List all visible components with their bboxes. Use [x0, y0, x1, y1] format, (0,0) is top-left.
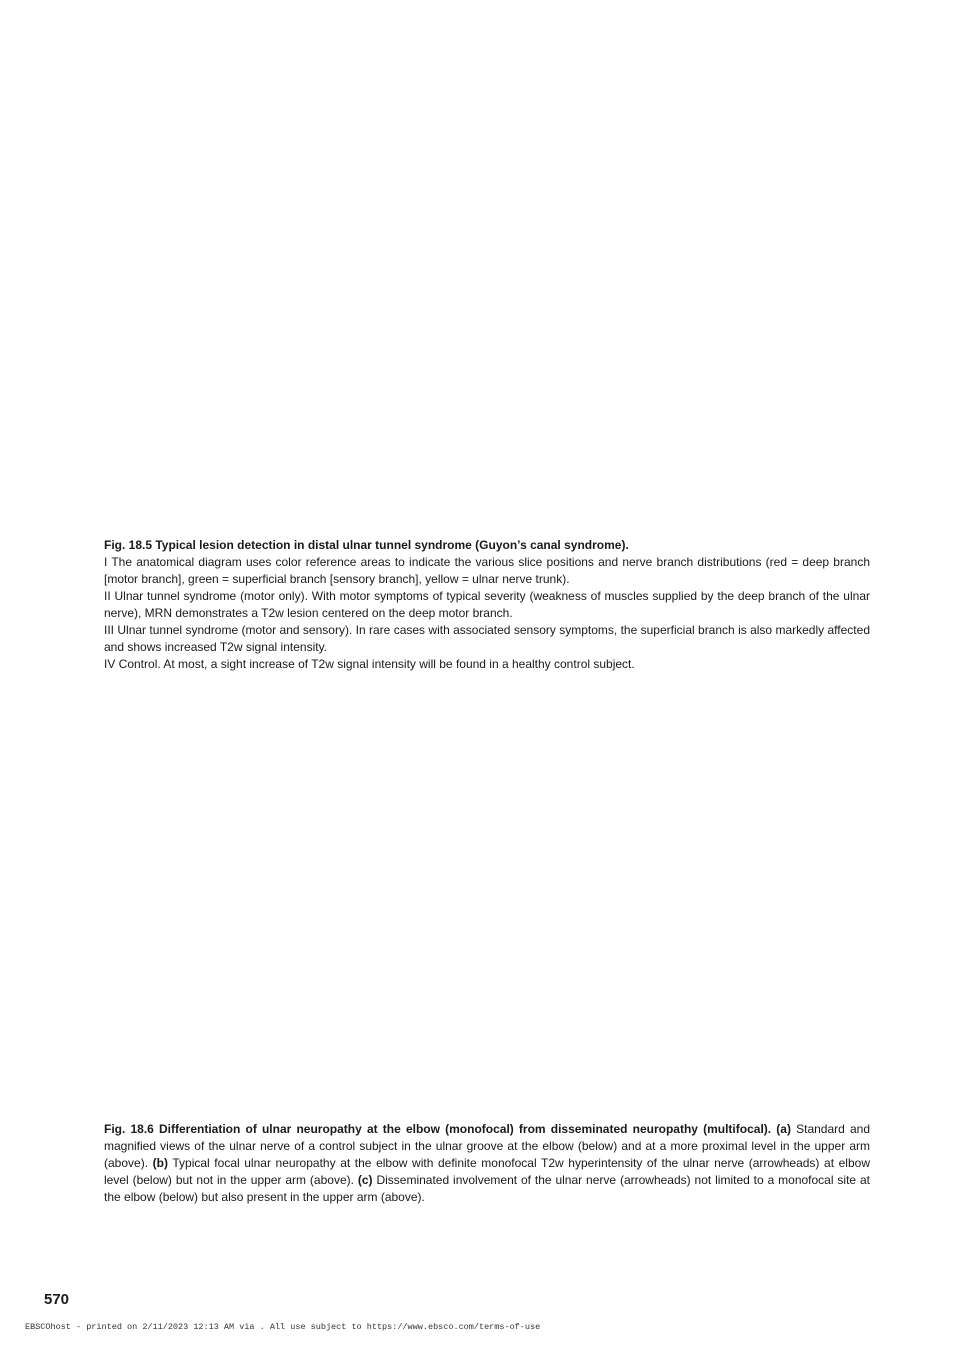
figure-18-5-caption [104, 537, 870, 673]
figure-18-6-text-c: Disseminated involvement of the ulnar nerve (arrowheads) not limited to a monofocal site at the elbow (below) but also present in the upper arm (above). [104, 1173, 870, 1204]
page-number: 570 [44, 1291, 70, 1308]
figure-18-6-caption [104, 1121, 870, 1206]
figure-18-6-label-c: (c) [357, 1173, 373, 1187]
figure-18-5-item-iii: III Ulnar tunnel syndrome (motor and sensory). In rare cases with associated sensory symptoms, the superficial branch is also markedly affected and shows increased T2w signal intensity. [104, 623, 870, 654]
figure-18-6-text-b: Typical focal ulnar neuropathy at the elbow with definite monofocal T2w hyperintensity of the ulnar nerve (arrowheads) at elbow level (below) but not in the upper arm (above). [104, 1156, 870, 1187]
figure-18-5-title: Fig. 18.5 Typical lesion detection in distal ulnar tunnel syndrome (Guyon’s canal syndrome). [104, 538, 629, 552]
figure-18-6-label-b: (b) [152, 1156, 168, 1170]
figure-18-6-text-a: Standard and magnified views of the ulnar nerve of a control subject in the ulnar groove at the elbow (below) and at a more proximal level in the upper arm (above). [104, 1122, 871, 1170]
figure-18-5-item-i: I The anatomical diagram uses color reference areas to indicate the various slice positions and nerve branch distributions (red = deep branch [motor branch], green = superficial branch [sensory branch], yellow = ulnar nerve trunk). [104, 555, 870, 586]
figure-18-6-label-a: (a) [776, 1122, 791, 1136]
figure-18-6-paragraph [104, 1121, 870, 1206]
figure-18-6-title: Fig. 18.6 Differentiation of ulnar neuropathy at the elbow (monofocal) from disseminated neuropathy (multifocal). [104, 1122, 772, 1136]
figure-18-5-item-ii: II Ulnar tunnel syndrome (motor only). With motor symptoms of typical severity (weakness of muscles supplied by the deep branch of the ulnar nerve), MRN demonstrates a T2w lesion centered on the deep motor branch. [104, 589, 870, 620]
figure-18-5-item-iv: IV Control. At most, a sight increase of T2w signal intensity will be found in a healthy control subject. [104, 657, 635, 671]
print-footer: EBSCOhost - printed on 2/11/2023 12:13 AM via . All use subject to https://www.ebsco.com/terms-of-use [25, 1322, 541, 1332]
